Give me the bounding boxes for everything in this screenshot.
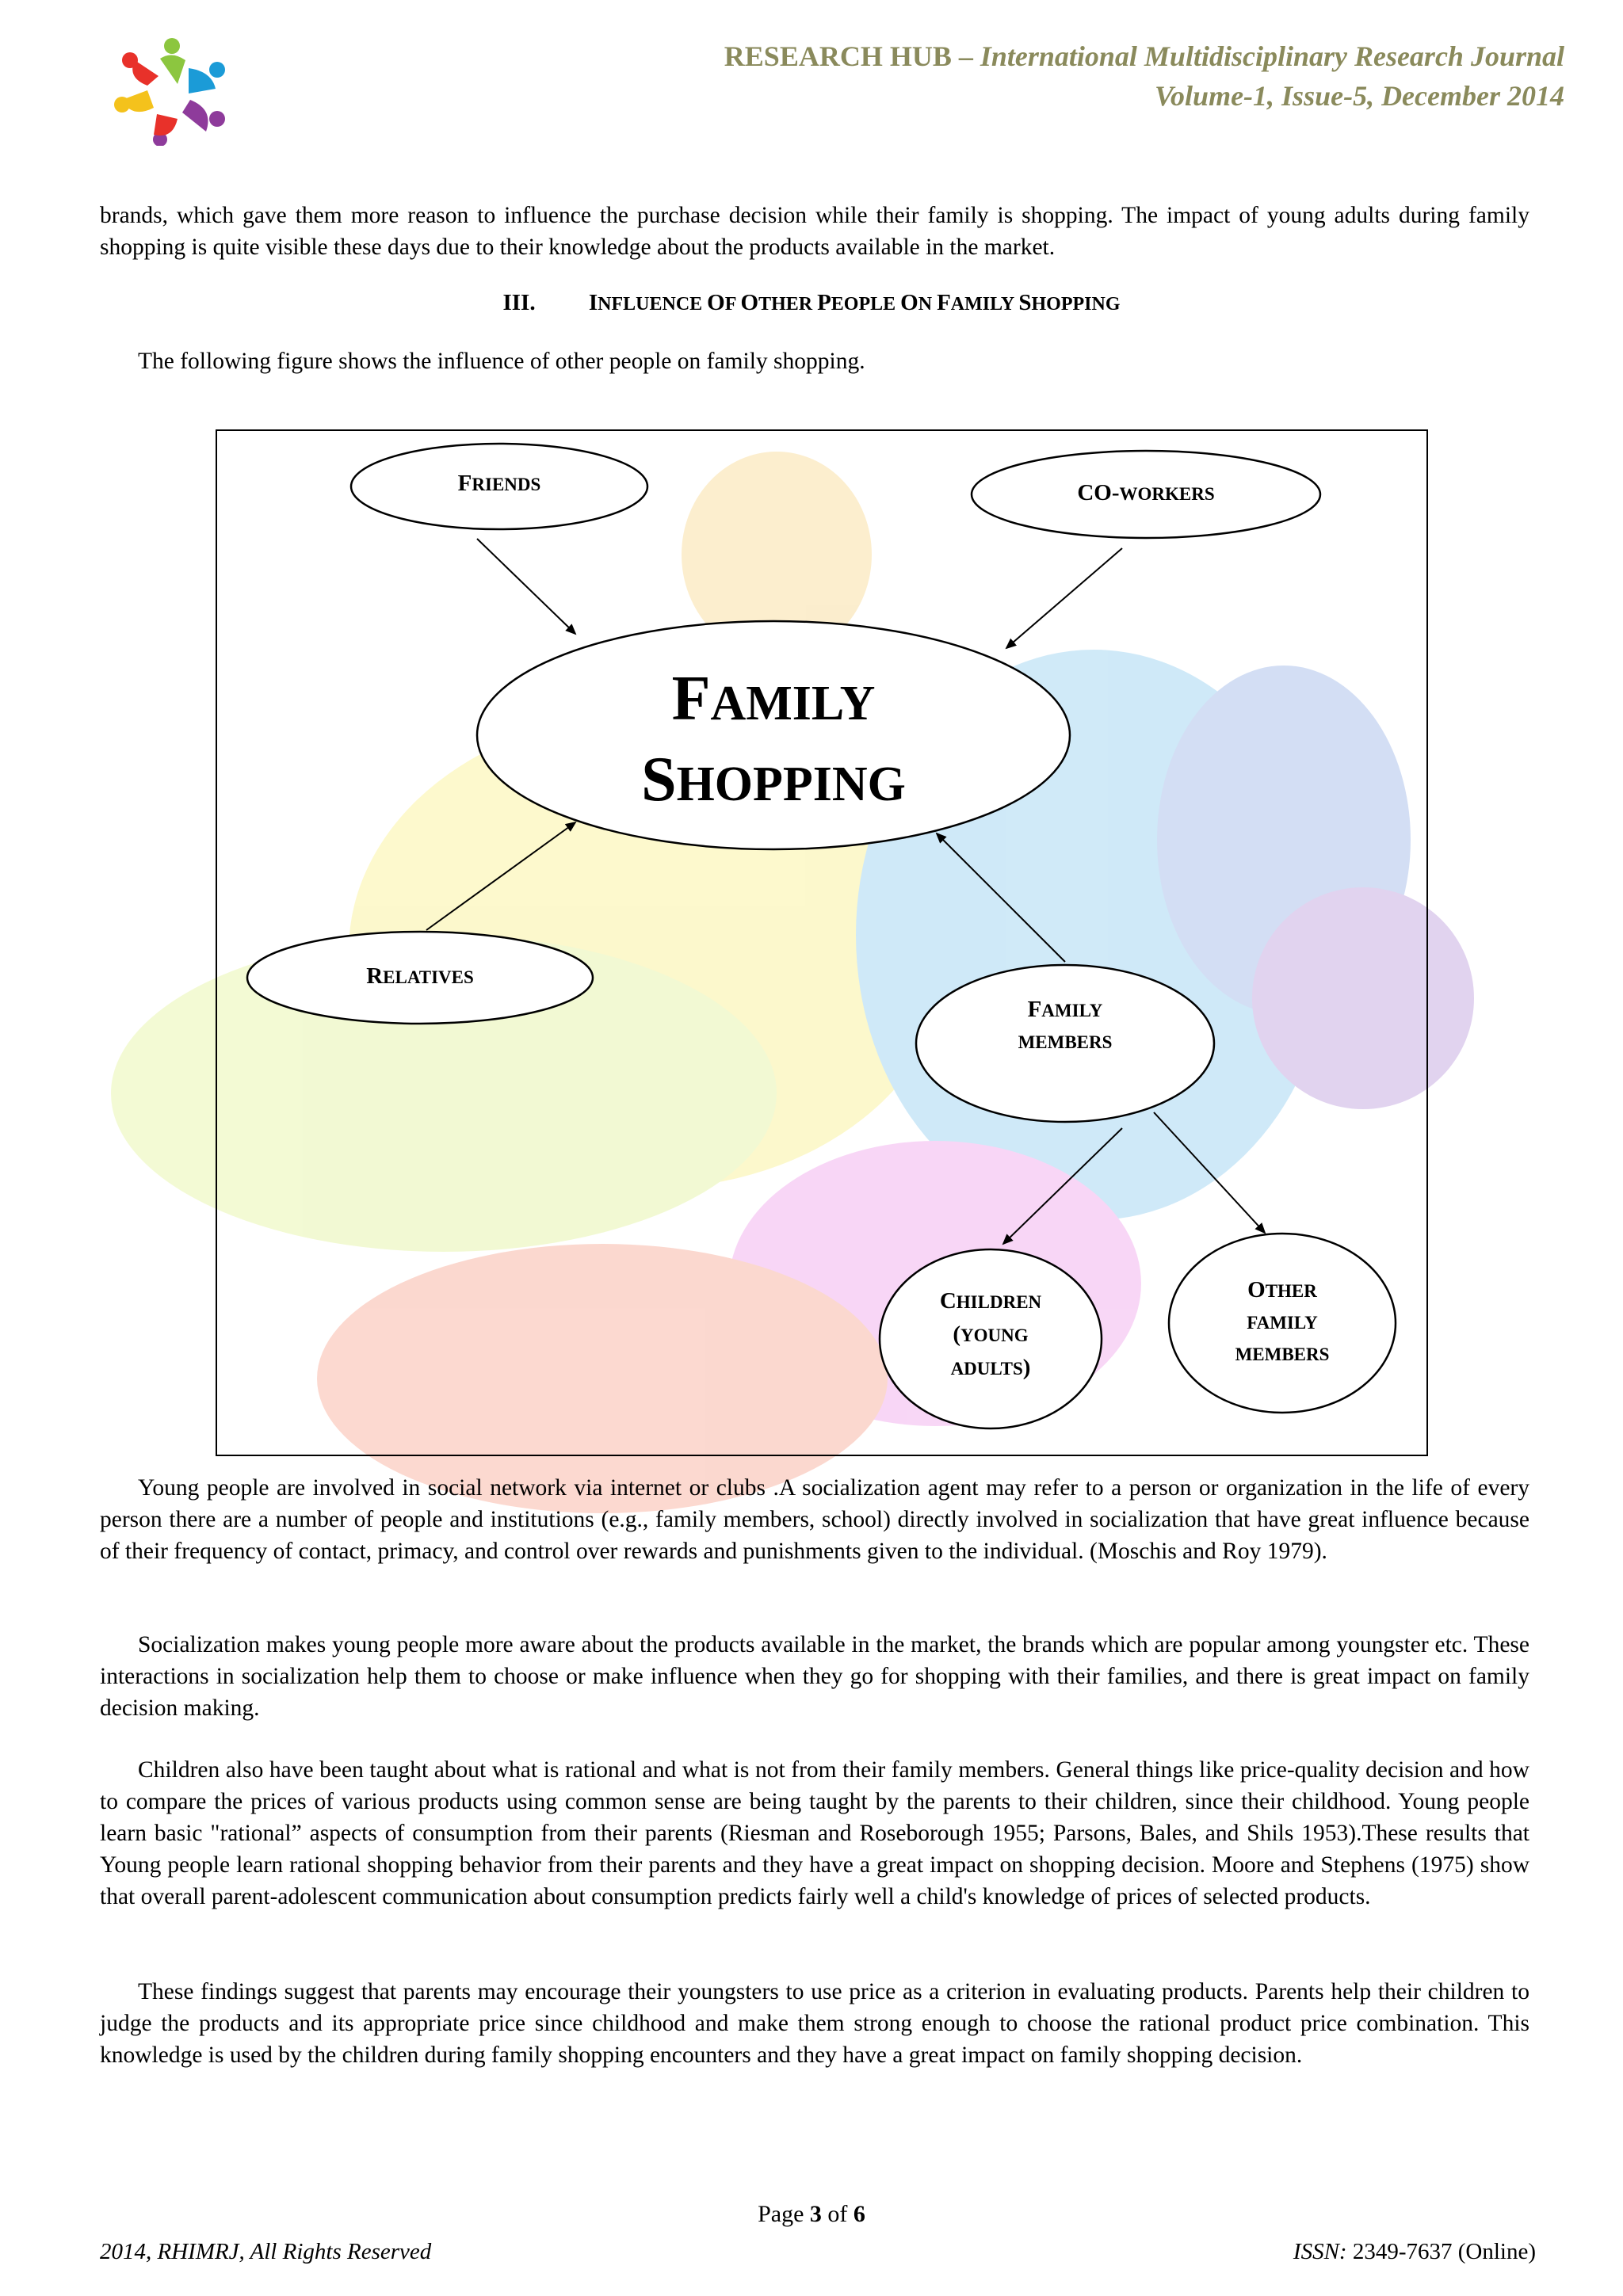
footer-copyright: 2014, RHIMRJ, All Rights Reserved [100, 2239, 432, 2264]
other-family-members-label: OTHER FAMILY MEMBERS [1235, 1277, 1330, 1364]
footer-issn: ISSN: 2349-7637 (Online) [1293, 2239, 1536, 2264]
figure-intro: The following figure shows the influence of other people on family shopping. [138, 349, 865, 374]
family-shopping-label: FAMILY SHOPPING [641, 664, 906, 814]
journal-issue: Volume-1, Issue-5, December 2014 [1155, 80, 1564, 112]
paragraph-socialization-awareness: Socialization makes young people more aware about the products available in the market, the brands which are popular among youngster etc. These interactions in socialization help them to choose or make influence when they go for shopping with their families, and there is great impact on family decision making. [100, 1632, 1529, 1721]
relatives-label: RELATIVES [366, 963, 474, 989]
arrow-coworkers-to-center [1006, 548, 1122, 648]
paragraph-price-criterion: These findings suggest that parents may encourage their youngsters to use price as a criterion in evaluating products. Parents help their children to judge the products and its appropriate price since childhood and make them strong enough to choose the rational product price combination. This knowledge is used by the children during family shopping encounters and they have a great impact on family shopping decision. [100, 1979, 1529, 2068]
arrow-family-members-to-center [937, 833, 1065, 962]
section-number: III. [502, 290, 536, 315]
arrow-friends-to-center [477, 539, 575, 634]
arrow-family-members-to-other [1154, 1112, 1265, 1233]
journal-title: RESEARCH HUB – International Multidisciplinary Research Journal [724, 40, 1564, 72]
coworkers-label: CO-WORKERS [1077, 480, 1215, 505]
arrow-relatives-to-center [426, 822, 575, 930]
section-heading [0, 290, 1623, 316]
children-label: CHILDREN (YOUNG ADULTS) [939, 1288, 1042, 1380]
arrow-family-members-to-children [1003, 1128, 1122, 1244]
paragraph-socialization-agent: Young people are involved in social network via internet or clubs .A socialization agent may refer to a person or organization in the life of every person there are a number of people and institutions (e.g., family members, school) directly involved in socialization that have great influence because of their frequency of contact, primacy, and control over rewards and punishments given to the individual. (Moschis and Roy 1979). [100, 1475, 1529, 1564]
paragraph-rational-teaching: Children also have been taught about what is rational and what is not from their family members. General things like price-quality decision and how to compare the prices of various products using common sense are being taught by the parents to their children, since their childhood. Young people learn basic "rational” aspects of consumption from their parents (Riesman and Roseborough 1955; Parsons, Bales, and Shils 1953).These results that Young people learn rational shopping behavior from their parents and they have a great impact on shopping decision. Moore and Stephens (1975) show that overall parent-adolescent communication about consumption predicts fairly well a child's knowledge of prices of selected products. [100, 1757, 1529, 1909]
influence-diagram [216, 429, 1428, 1456]
friends-label: FRIENDS [457, 471, 541, 496]
family-members-label: FAMILY MEMBERS [1018, 997, 1113, 1052]
page-number: Page 3 of 6 [758, 2201, 865, 2227]
section-title: INFLUENCE OF OTHER PEOPLE ON FAMILY SHOPPING [588, 290, 1121, 315]
intro-paragraph: brands, which gave them more reason to influence the purchase decision while their family is shopping. The impact of young adults during family shopping is quite visible these days due to their knowledge about the products available in the market. [100, 203, 1529, 260]
journal-logo-icon [113, 36, 231, 146]
